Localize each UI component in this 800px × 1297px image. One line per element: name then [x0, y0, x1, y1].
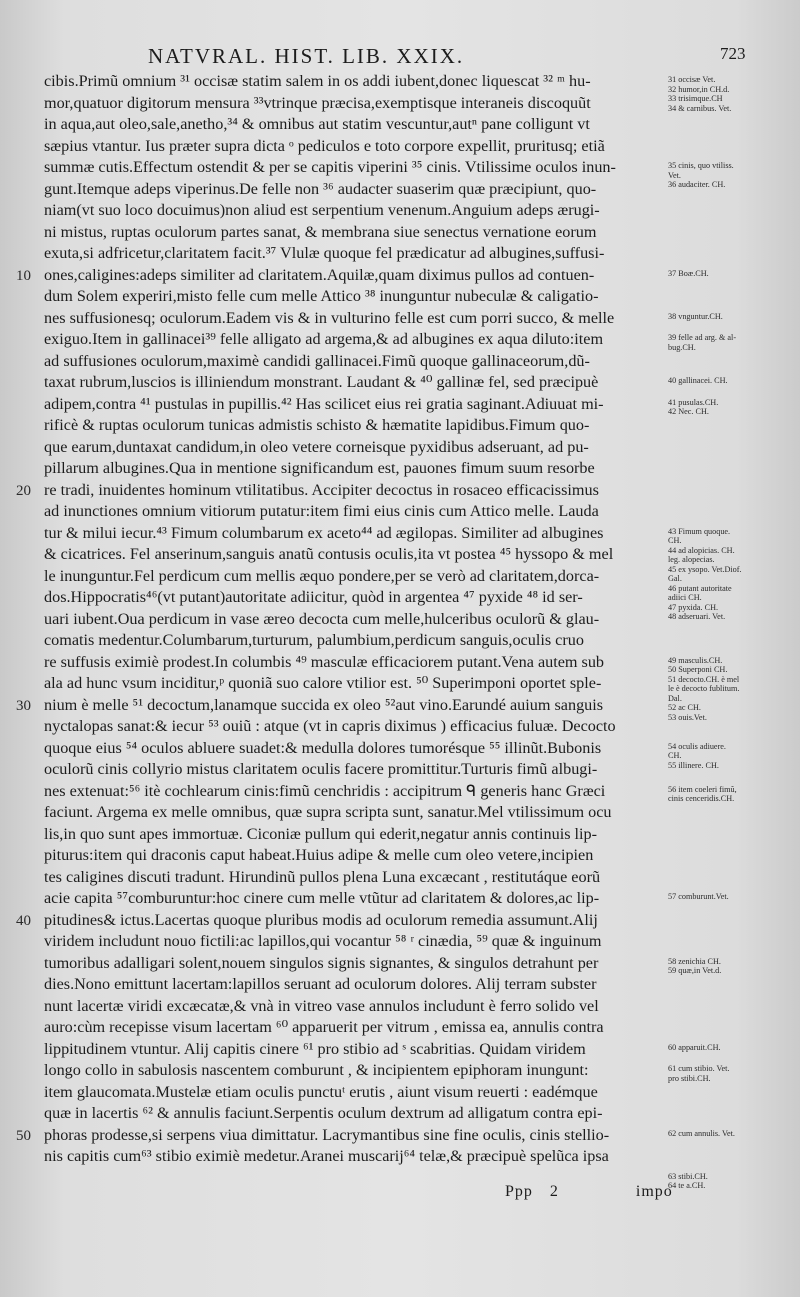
text-line: nes extenuat:⁵⁶ itè cochlearum cinis:fimũ cenchridis : accipitrum ᑫ generis hanc Græci [44, 781, 606, 800]
page-number: 723 [720, 44, 746, 63]
text-line: tur & milui iecur.⁴³ Fimum columbarum ex aceto⁴⁴ ad ægilopas. Similiter ad albugines [44, 523, 604, 542]
text-line: auro:cùm recepisse visum lacertam ⁶⁰ apparuerit per vitrum , emissa ea, annulis contra [44, 1018, 604, 1036]
text-line: ad inunctiones omnium vitiorum putatur:item fimi eius cinis cum Attico melle. Lauda [44, 502, 599, 520]
margin-note: 37 Boæ.CH. [668, 268, 709, 278]
text-line: nes suffusionesq; oculorum.Eadem vis & in vulturino felle est cum porri succo, & melle [44, 308, 615, 327]
text-line: exuta,si adfricetur,claritatem facit.³⁷ Vlulæ quoque fel prædicatur ad albugines,suffusi- [44, 244, 605, 262]
text-line: summæ cutis.Effectum ostendit & per se capitis viperini ³⁵ cinis. Vtilissime oculos inun- [44, 158, 616, 176]
line-number: 40 [16, 912, 31, 929]
text-line: pitudines& ictus.Lacertas quoque pluribus modis ad oculorum remedia assumunt.Alij [44, 910, 598, 929]
margin-note: 41 pusulas.CH. 42 Nec. CH. [668, 397, 719, 416]
text-line: piturus:item qui draconis caput habeat.Huius adipe & melle cum oleo vetere,incipien [44, 846, 594, 864]
text-line: dies.Nono emittunt lacertam:lapillos seruant ad oculorum dolores. Alij terram subster [44, 975, 597, 993]
margin-note: 58 zenichia CH. 59 quæ,in Vet.d. [668, 956, 722, 975]
text-line: nunt lacertæ viridi excæcatæ,& vnà in vitreo vase annulos includunt è ferro solido vel [44, 996, 599, 1015]
text-line: pillarum albugines.Qua in mentione significandum est, pauones fimum suum resorbe [44, 459, 595, 477]
text-line: ni mistus, ruptas oculorum partes sanat, & membrana siue senectus vernatione eorum [44, 222, 597, 241]
text-line: taxat rubrum,luscios is illiniendum monstrant. Laudant & ⁴⁰ gallinæ fel, sed præcipuè [44, 373, 599, 391]
text-line: quæ in lacertis ⁶² & annulis faciunt.Serpentis oculum dextrum ad alligatum contra epi- [44, 1104, 603, 1122]
text-line: tes caligines discuti tradunt. Hirundinũ pullos plena Luna excæcant , restitutáque eorũ [44, 867, 601, 886]
text-line: acie capita ⁵⁷comburuntur:hoc cinere cum melle vtũtur ad claritatem & dolores,ac lip- [44, 889, 600, 907]
text-line: gunt.Itemque adeps viperinus.De felle non ³⁶ audacter suaserim quæ præcipiunt, quo- [44, 179, 597, 198]
text-line: comatis medentur.Columbarum,turturum, palumbium,perdicum sanguis,oculis cruo [44, 631, 584, 649]
text-line: lis,in quo sunt apes immortuæ. Ciconiæ pullum qui ederit,negatur annis continuis lip- [44, 824, 598, 843]
margin-note: 40 gallinacei. CH. [668, 376, 728, 385]
text-line: item glaucomata.Mustelæ etiam oculis punctuᵗ erutis , aiunt visum reuerti : eadémque [44, 1082, 598, 1101]
text-line: adipem,contra ⁴¹ pustulas in pupillis.⁴² Has scilicet eius rei gratia saginant.Adiuuat mi- [44, 394, 604, 413]
text-line: viridem includunt nouo fictili:ac lapillos,qui vocantur ⁵⁸ ʳ cinædia, ⁵⁹ quæ & inguinum [44, 932, 602, 950]
text-line: niam(vt suo loco docuimus)non aliud est serpentium venenum.Anguium adeps ærugi- [44, 201, 600, 219]
main-text [44, 71, 664, 1168]
line-number: 30 [16, 697, 31, 714]
text-line: nium è melle ⁵¹ decoctum,lanamque succida ex oleo ⁵²aut vino.Earundé auium sanguis [44, 695, 604, 714]
margin-note: 43 Fimum quoque. CH. 44 ad alopicias. CH. leg. alopecias. 45 ex ysopo. Vet.Diof. Gal. 46 putant autoritate adiici CH. 47 pyxida. CH. 48 adseruari. Vet. [668, 526, 742, 621]
text-line: lippitudinem vtuntur. Alij capitis cinere ⁶¹ pro stibio ad ˢ scabritias. Quidam viridem [44, 1039, 586, 1058]
text-line: re tradi, inuidentes hominum vtilitatibus. Accipiter decoctus in rosaceo efficacissimus [44, 480, 599, 499]
text-line: ala ad hunc vsum inciditur,ᵖ quoniã suo calore vtilior est. ⁵⁰ Superimponi oportet sple- [44, 674, 602, 692]
text-line: dum Solem experiri,misto felle cum melle Attico ³⁸ inunguntur nubeculæ & caligatio- [44, 287, 599, 305]
text-line: ones,caligines:adeps similiter ad claritatem.Aquilæ,quam diximus pullos ad contuen- [44, 265, 595, 284]
line-number: 50 [16, 1127, 31, 1144]
text-line: exiguo.Item in gallinacei³⁹ felle alligato ad argema,& ad albugines ex aqua diluto:item [44, 330, 604, 348]
catchword: impo [635, 1183, 673, 1200]
text-line: nis capitis cum⁶³ stibio eximiè medetur.Aranei muscarij⁶⁴ telæ,& præcipuè spelũca ipsa [44, 1147, 609, 1165]
page-footer [505, 1183, 685, 1201]
signature-mark: Ppp [505, 1183, 533, 1200]
margin-note: 35 cinis, quo vtiliss. Vet. 36 audaciter. CH. [668, 161, 734, 189]
margin-note: 31 occisæ Vet. 32 humor,in CH.d. 33 trisimque.CH 34 & carnibus. Vet. [668, 75, 732, 113]
margin-note: 39 felle ad arg. & al- bug.CH. [668, 333, 737, 352]
text-line: oculorũ cinis collyrio mistus claritatem oculis facere promittitur.Turturis fimũ albugi- [44, 760, 598, 778]
margin-note: 38 vnguntur.CH. [668, 311, 723, 321]
text-line: mor,quatuor digitorum mensura ³³vtrinque præcisa,exemptisque interaneis discoquũt [44, 93, 591, 112]
text-line: faciunt. Argema ex melle omnibus, quæ supra scripta sunt, sanatur.Mel vtilissimum ocu [44, 803, 612, 821]
text-line: & cicatrices. Fel anserinum,sanguis anatũ contusis oculis,ita vt postea ⁴⁵ hyssopo & mel [44, 545, 614, 563]
text-line: que earum,duntaxat candidum,in oleo vetere corneisque pyxidibus adseruant, ad pu- [44, 437, 589, 456]
text-line: tumoribus adalligari solent,nouem singulos signis signantes, & singulos detrahunt per [44, 953, 599, 972]
text-line: in aqua,aut oleo,sale,anetho,³⁴ & omnibus aut statim vescuntur,autⁿ pane colligunt vt [44, 115, 590, 133]
line-number: 10 [16, 267, 31, 284]
line-number: 20 [16, 482, 31, 499]
text-line: dos.Hippocratis⁴⁶(vt putant)autoritate adiicitur, quòd in argentea ⁴⁷ pyxide ⁴⁸ id ser- [44, 588, 583, 606]
text-line: phoras prodesse,si serpens viua dimittatur. Lacrymantibus sine fine oculis, cinis stellio- [44, 1125, 610, 1144]
margin-note: 61 cum stibio. Vet. pro stibi.CH. [668, 1064, 730, 1083]
text-line: nyctalopas sanat:& iecur ⁵³ ouiũ : atque (vt in capris diximus ) efficacius fuluæ. Decocto [44, 717, 616, 735]
margin-note: 57 comburunt.Vet. [668, 892, 729, 901]
signature-number: 2 [549, 1183, 559, 1200]
text-line: le inunguntur.Fel perdicum cum mellis æquo pondere,per se verò ad claritatem,dorca- [44, 566, 600, 585]
margin-note: 60 apparuit.CH. [668, 1042, 721, 1052]
text-line: rificè & ruptas oculorum tunicas admistis schisto & hæmatite lapidibus.Fimum quo- [44, 416, 590, 434]
text-line: cibis.Primũ omnium ³¹ occisæ statim salem in os addi iubent,donec liquescat ³² ᵐ hu- [44, 72, 591, 90]
margin-note: 56 item coeleri fimũ, cinis cenceridis.CH. [668, 784, 737, 803]
text-line: sæpius vtantur. Ius præter supra dicta ᵒ pediculos e toto corpore expellit, pruritusq; etiã [44, 136, 605, 155]
running-title: NATVRAL. HIST. LIB. XXIX. [148, 44, 465, 68]
text-line: re suffusis eximiè prodest.In columbis ⁴⁹ masculæ efficaciorem putant.Vena autem sub [44, 652, 605, 671]
margin-note: 54 oculis adiuere. CH. 55 illinere. CH. [668, 741, 726, 770]
margin-note: 62 cum annulis. Vet. [668, 1128, 735, 1138]
text-line: longo collo in sabulosis nascentem comburunt , & incipientem epiphoram inungunt: [44, 1061, 589, 1079]
text-line: quoque eius ⁵⁴ oculos abluere suadet:& medulla dolores tumorésque ⁵⁵ illinũt.Bubonis [44, 738, 602, 757]
margin-note: 49 masculis.CH. 50 Superponi CH. 51 decocto.CH. è mel le è decocto fublitum. Dal. 52 ac CH. 53 ouis.Vet. [668, 655, 740, 722]
text-line: uari iubent.Oua perdicum in vase æreo decocta cum melle,hulceribus oculorũ & glau- [44, 609, 600, 628]
text-line: ad suffusiones oculorum,maximè candidi gallinacei.Fimũ quoque gallinaceorum,dũ- [44, 351, 590, 370]
margin-note: 63 stibi.CH. 64 te a.CH. [668, 1171, 708, 1190]
